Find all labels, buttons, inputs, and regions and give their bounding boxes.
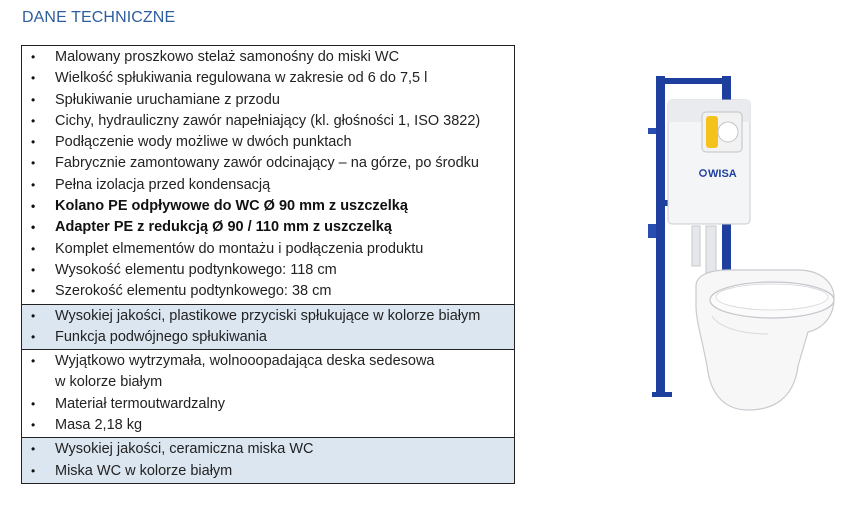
spec-group bbox=[22, 46, 514, 305]
bullet-icon: • bbox=[31, 199, 36, 214]
brand-label: WISA bbox=[708, 168, 737, 180]
spec-item-text: Spłukiwanie uruchamiane z przodu bbox=[55, 91, 280, 108]
spec-item bbox=[22, 415, 514, 436]
spec-item bbox=[22, 351, 514, 372]
bullet-icon: • bbox=[31, 418, 36, 433]
spec-group bbox=[22, 350, 514, 438]
spec-item-text: Wielkość spłukiwania regulowana w zakresie od 6 do 7,5 l bbox=[55, 70, 428, 87]
spec-item bbox=[22, 260, 514, 281]
bullet-icon: • bbox=[31, 308, 36, 323]
spec-item-text: Wysokiej jakości, ceramiczna miska WC bbox=[55, 441, 314, 458]
spec-item-text: Funkcja podwójnego spłukiwania bbox=[55, 328, 267, 345]
spec-item-text: Wysokiej jakości, plastikowe przyciski spłukujące w kolorze białym bbox=[55, 307, 481, 324]
spec-item bbox=[22, 439, 514, 460]
spec-item bbox=[22, 239, 514, 260]
spec-item bbox=[22, 394, 514, 415]
spec-group bbox=[22, 305, 514, 351]
spec-item bbox=[22, 196, 514, 217]
spec-item bbox=[22, 217, 514, 238]
spec-item bbox=[22, 68, 514, 89]
frame-left-upright bbox=[656, 76, 665, 394]
specs-table bbox=[21, 45, 515, 484]
bullet-icon: • bbox=[31, 241, 36, 256]
bullet-icon: • bbox=[31, 50, 36, 64]
spec-item-text: Cichy, hydrauliczny zawór napełniający (kl. głośności 1, ISO 3822) bbox=[55, 112, 481, 129]
flush-button-yellow bbox=[706, 116, 718, 148]
spec-item-text: Materiał termoutwardzalny bbox=[55, 395, 226, 412]
spec-item-text: Miska WC w kolorze białym bbox=[55, 462, 233, 479]
bullet-icon: • bbox=[31, 262, 36, 277]
spec-item bbox=[22, 281, 514, 302]
spec-item bbox=[22, 47, 514, 68]
spec-item-text: w kolorze białym bbox=[55, 374, 163, 391]
spec-item-text: Podłączenie wody możliwe w dwóch punktach bbox=[55, 134, 352, 151]
bullet-icon: • bbox=[31, 177, 36, 192]
spec-item bbox=[22, 175, 514, 196]
spec-item-text: Masa 2,18 kg bbox=[55, 417, 143, 434]
spec-item-text: Szerokość elementu podtynkowego: 38 cm bbox=[55, 283, 332, 300]
spec-item-text: Kolano PE odpływowe do WC Ø 90 mm z uszczelką bbox=[55, 198, 408, 215]
spec-item bbox=[22, 153, 514, 174]
frame-top-bar bbox=[656, 78, 731, 84]
spec-item bbox=[22, 90, 514, 111]
spec-item-text: Wysokość elementu podtynkowego: 118 cm bbox=[55, 261, 337, 278]
bullet-icon: • bbox=[31, 156, 36, 171]
bullet-icon: • bbox=[31, 220, 36, 235]
bullet-icon: • bbox=[31, 463, 36, 478]
spec-item-text: Wyjątkowo wytrzymała, wolnooopadająca deska sedesowa bbox=[55, 353, 435, 370]
bullet-icon: • bbox=[31, 113, 36, 128]
spec-item bbox=[22, 372, 514, 393]
bullet-icon: • bbox=[31, 396, 36, 411]
spec-group bbox=[22, 438, 514, 484]
page-title: DANE TECHNICZNE bbox=[22, 9, 176, 26]
spec-item-text: Malowany proszkowo stelaż samonośny do miski WC bbox=[55, 49, 400, 65]
product-image bbox=[648, 76, 838, 416]
spec-item bbox=[22, 306, 514, 327]
bullet-icon: • bbox=[31, 354, 36, 369]
spec-item-text: Pełna izolacja przed kondensacją bbox=[55, 176, 271, 193]
spec-item bbox=[22, 327, 514, 348]
spec-item bbox=[22, 132, 514, 153]
spec-item-text: Adapter PE z redukcją Ø 90 / 110 mm z uszczelką bbox=[55, 219, 392, 236]
bullet-icon: • bbox=[31, 442, 36, 457]
spec-item bbox=[22, 461, 514, 482]
bullet-icon: • bbox=[31, 329, 36, 344]
spec-item-text: Fabrycznie zamontowany zawór odcinający – na górze, po środku bbox=[55, 155, 479, 172]
bullet-icon: • bbox=[31, 284, 36, 299]
bullet-icon: • bbox=[31, 135, 36, 150]
spec-item bbox=[22, 111, 514, 132]
bullet-icon: • bbox=[31, 71, 36, 86]
spec-item-text: Komplet elmementów do montażu i podłączenia produktu bbox=[55, 240, 424, 257]
bullet-icon: • bbox=[31, 92, 36, 107]
